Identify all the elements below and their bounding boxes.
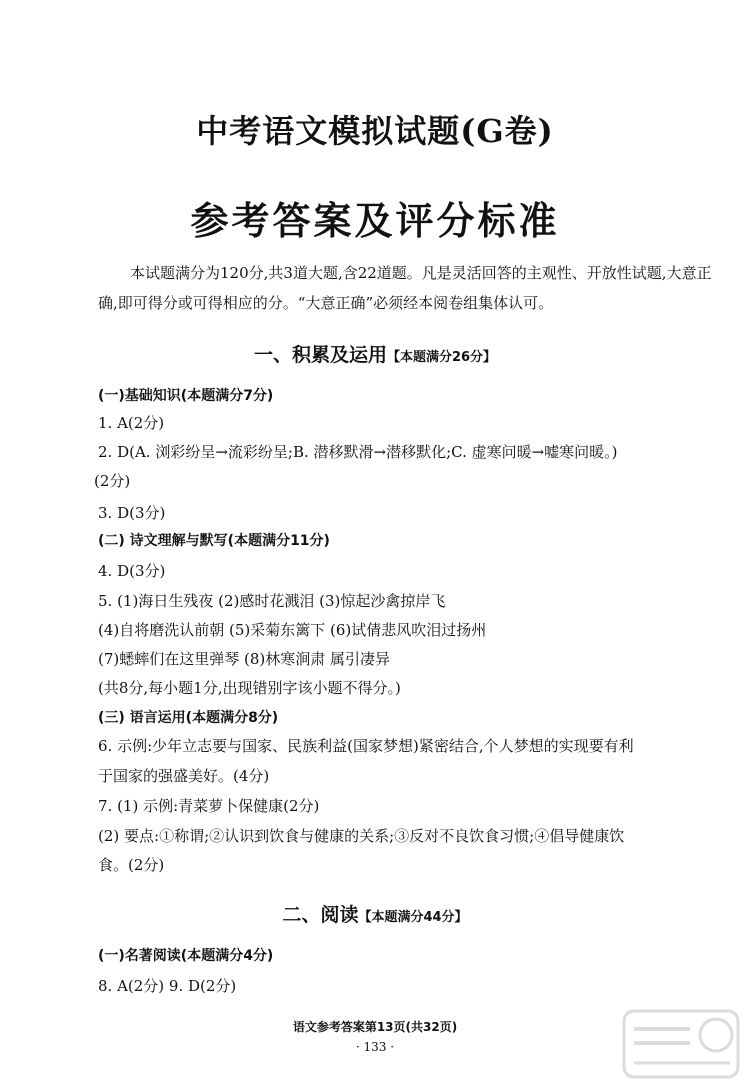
answer-q5-line3: (7)蟋蟀们在这里弹琴 (8)林寒涧肃 属引凄异 bbox=[98, 650, 391, 668]
document-subtitle: 参考答案及评分标准 bbox=[190, 198, 560, 243]
answer-q5-line1: 5. (1)海日生残夜 (2)感时花溅泪 (3)惊起沙禽掠岸飞 bbox=[98, 592, 446, 610]
answer-q7-line1: 7. (1) 示例:青菜萝卜保健康(2分) bbox=[98, 797, 320, 815]
section2-part1-heading: (一)名著阅读(本题满分4分) bbox=[98, 948, 274, 964]
section1-part1-heading: (一)基础知识(本题满分7分) bbox=[98, 388, 274, 404]
answer-q8-q9: 8. A(2分) 9. D(2分) bbox=[98, 977, 237, 995]
section1-heading bbox=[0, 340, 750, 367]
page-number: · 133 · bbox=[355, 1040, 395, 1054]
answer-q4: 4. D(3分) bbox=[98, 562, 166, 580]
watermark-logo bbox=[622, 1007, 740, 1081]
answer-q1: 1. A(2分) bbox=[98, 414, 165, 432]
answer-q2: 2. D(A. 浏彩纷呈→流彩纷呈;B. 潜移默滑→潜移默化;C. 虚寒问暖→嘘寒问暖。) bbox=[98, 443, 618, 461]
section2-heading bbox=[0, 900, 750, 927]
section1-heading-note: 【本题满分26分】 bbox=[386, 350, 497, 365]
answer-q6-line2: 于国家的强盛美好。(4分) bbox=[98, 767, 270, 785]
intro-paragraph: 本试题满分为120分,共3道大题,含22道题。凡是灵活回答的主观性、开放性试题,大意正确,即可得分或可得相应的分。“大意正确”必须经本阅卷组集体认可。 bbox=[98, 264, 712, 312]
page-footer: 语文参考答案第13页(共32页) bbox=[292, 1020, 458, 1034]
answer-q7-line3: 食。(2分) bbox=[98, 856, 165, 874]
answer-q2-score: (2分) bbox=[94, 472, 131, 490]
answer-q5-note: (共8分,每小题1分,出现错别字该小题不得分。) bbox=[98, 679, 401, 697]
section1-part3-heading: (三) 语言运用(本题满分8分) bbox=[98, 710, 279, 726]
document-title: 中考语文模拟试题(G卷) bbox=[196, 112, 554, 150]
answer-q3: 3. D(3分) bbox=[98, 504, 166, 522]
section1-heading-text: 一、积累及运用 bbox=[253, 344, 387, 366]
answer-q6-line1: 6. 示例:少年立志要与国家、民族利益(国家梦想)紧密结合,个人梦想的实现要有利 bbox=[98, 737, 634, 755]
section1-part2-heading: (二) 诗文理解与默写(本题满分11分) bbox=[98, 533, 330, 549]
section2-heading-note: 【本题满分44分】 bbox=[358, 910, 468, 925]
answer-q5-line2: (4)自将磨洗认前朝 (5)采菊东篱下 (6)试倩悲风吹泪过扬州 bbox=[98, 621, 487, 639]
section2-heading-text: 二、阅读 bbox=[282, 904, 359, 926]
answer-q7-line2: (2) 要点:①称谓;②认识到饮食与健康的关系;③反对不良饮食习惯;④倡导健康饮 bbox=[98, 827, 625, 845]
